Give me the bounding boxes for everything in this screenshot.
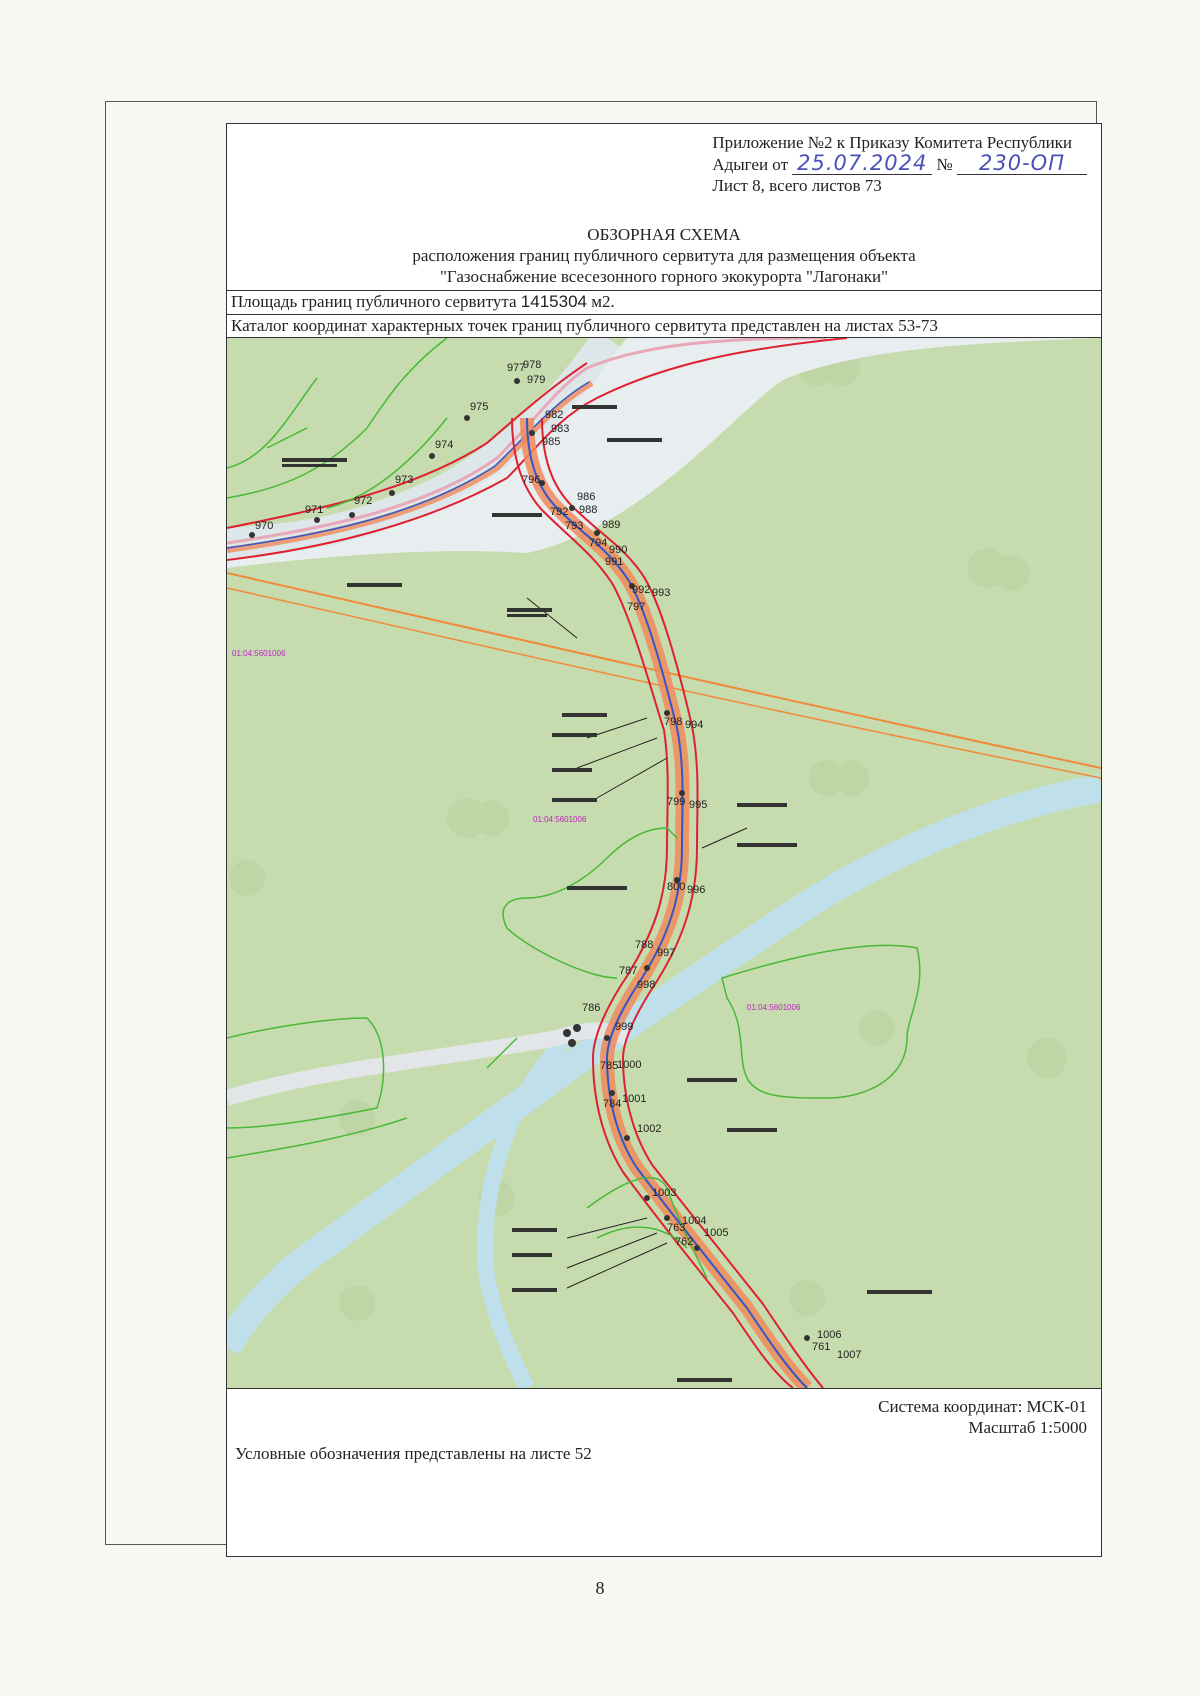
sheet-header bbox=[227, 124, 1101, 289]
point-label: 794 bbox=[589, 537, 608, 549]
point-label: 761 bbox=[812, 1341, 831, 1353]
point-label: 1004 bbox=[682, 1215, 707, 1227]
tree-icon bbox=[339, 1100, 375, 1136]
object-name: "Газоснабжение всесезонного горного экокурорта "Лагонаки" bbox=[439, 267, 889, 286]
boundary-point bbox=[464, 415, 470, 421]
point-label: 763 bbox=[667, 1222, 686, 1234]
point-label: 986 bbox=[577, 491, 596, 503]
boundary-point bbox=[529, 430, 535, 436]
boundary-point bbox=[804, 1335, 810, 1341]
point-label: 997 bbox=[657, 947, 676, 959]
point-label: 793 bbox=[565, 520, 584, 532]
page-number: 8 bbox=[595, 1578, 605, 1598]
point-label: 1007 bbox=[837, 1349, 862, 1361]
tree-icon bbox=[1027, 1038, 1067, 1078]
point-label: 991 bbox=[605, 556, 624, 568]
point-label: 994 bbox=[685, 719, 704, 731]
area-unit: м2. bbox=[591, 292, 615, 311]
tree-icon bbox=[339, 1285, 375, 1321]
tree-icon bbox=[994, 555, 1030, 591]
sheet-count: Лист 8, всего листов 73 bbox=[712, 176, 882, 195]
area-value: 1415304 bbox=[520, 292, 587, 311]
area-label: Площадь границ публичного сервитута bbox=[231, 292, 517, 311]
point-label: 788 bbox=[635, 939, 654, 951]
point-label: 970 bbox=[255, 520, 274, 532]
point-label: 995 bbox=[689, 799, 708, 811]
order-date-handwritten: 25.07.2024 bbox=[792, 153, 932, 175]
scheme-subtitle: расположения границ публичного сервитута для размещения объекта bbox=[412, 246, 916, 265]
map-scale: Масштаб 1:5000 bbox=[968, 1418, 1087, 1437]
point-label: 784 bbox=[603, 1098, 622, 1110]
boundary-point bbox=[644, 1195, 650, 1201]
point-label: 979 bbox=[527, 374, 546, 386]
boundary-point bbox=[314, 517, 320, 523]
coordinate-system: Система координат: МСК-01 bbox=[878, 1397, 1087, 1416]
boundary-point bbox=[429, 453, 435, 459]
zone-caption bbox=[607, 438, 662, 442]
boundary-point bbox=[624, 1135, 630, 1141]
tree-icon bbox=[474, 800, 510, 836]
point-label: 1001 bbox=[622, 1093, 647, 1105]
point-label: 1000 bbox=[617, 1059, 642, 1071]
point-label: 999 bbox=[615, 1021, 634, 1033]
zone-caption bbox=[867, 1290, 932, 1294]
tree-icon bbox=[834, 760, 870, 796]
zone-caption bbox=[737, 843, 797, 847]
tree-icon bbox=[229, 860, 265, 896]
point-label: 988 bbox=[579, 504, 598, 516]
point-label: 971 bbox=[305, 504, 324, 516]
boundary-point bbox=[389, 490, 395, 496]
point-label: 762 bbox=[675, 1236, 694, 1248]
point-label: 990 bbox=[609, 544, 628, 556]
boundary-point bbox=[644, 965, 650, 971]
point-label: 800 bbox=[667, 881, 686, 893]
point-label: 796 bbox=[522, 474, 541, 486]
zone-caption bbox=[572, 405, 617, 409]
map-sheet bbox=[226, 123, 1102, 1557]
point-label: 785 bbox=[600, 1060, 619, 1072]
point-label: 786 bbox=[582, 1002, 601, 1014]
order-number-handwritten: 230-ОП bbox=[957, 153, 1087, 175]
area-row bbox=[227, 290, 1101, 314]
zone-caption bbox=[512, 1253, 552, 1257]
tree-icon bbox=[789, 1280, 825, 1316]
zone-caption bbox=[677, 1378, 732, 1382]
zone-caption bbox=[562, 713, 607, 717]
zone-caption bbox=[552, 798, 597, 802]
boundary-point bbox=[249, 532, 255, 538]
boundary-point bbox=[563, 1029, 571, 1037]
point-label: 975 bbox=[470, 401, 489, 413]
scheme-title: ОБЗОРНАЯ СХЕМА bbox=[587, 225, 741, 244]
point-label: 799 bbox=[667, 796, 686, 808]
sheet-footer bbox=[227, 1388, 1101, 1556]
point-label: 977 bbox=[507, 362, 526, 374]
point-label: 982 bbox=[545, 409, 564, 421]
zone-caption bbox=[552, 768, 592, 772]
point-label: 787 bbox=[619, 965, 638, 977]
zone-caption bbox=[512, 1228, 557, 1232]
zone-caption bbox=[552, 733, 597, 737]
appendix-line1: Приложение №2 к Приказу Комитета Республики bbox=[712, 133, 1073, 152]
zone-caption bbox=[567, 886, 627, 890]
appendix-date-prefix: Адыгеи от bbox=[712, 155, 789, 174]
point-label: 973 bbox=[395, 474, 414, 486]
point-label: 1006 bbox=[817, 1329, 842, 1341]
legend-note: Условные обозначения представлены на листе 52 bbox=[235, 1444, 592, 1463]
point-label: 1005 bbox=[704, 1227, 729, 1239]
zone-caption bbox=[347, 583, 402, 587]
point-label: 974 bbox=[435, 439, 454, 451]
boundary-point bbox=[609, 1090, 615, 1096]
overview-map[interactable] bbox=[227, 338, 1101, 1389]
boundary-point bbox=[694, 1245, 700, 1251]
point-label: 983 bbox=[551, 423, 570, 435]
zone-caption bbox=[492, 513, 542, 517]
appendix-reference bbox=[712, 132, 1087, 196]
cadastral-label: 01:04:5601006 bbox=[232, 649, 286, 658]
zone-caption bbox=[507, 608, 552, 612]
boundary-point bbox=[569, 505, 575, 511]
point-label: 797 bbox=[627, 601, 646, 613]
boundary-point bbox=[604, 1035, 610, 1041]
map-canvas bbox=[227, 338, 1101, 1388]
zone-caption bbox=[282, 458, 347, 462]
point-label: 989 bbox=[602, 519, 621, 531]
boundary-point bbox=[573, 1024, 581, 1032]
zone-caption bbox=[737, 803, 787, 807]
boundary-point bbox=[568, 1039, 576, 1047]
coordinate-info bbox=[878, 1396, 1087, 1438]
number-sign: № bbox=[936, 155, 953, 174]
point-label: 998 bbox=[637, 979, 656, 991]
point-label: 1002 bbox=[637, 1123, 662, 1135]
zone-caption bbox=[282, 464, 337, 467]
point-label: 996 bbox=[687, 884, 706, 896]
cadastral-label: 01:04:5601006 bbox=[747, 1003, 801, 1012]
point-label: 792 bbox=[550, 506, 569, 518]
title-block bbox=[227, 224, 1101, 287]
point-label: 992 bbox=[632, 584, 651, 596]
tree-icon bbox=[859, 1010, 895, 1046]
point-label: 985 bbox=[542, 436, 561, 448]
boundary-point bbox=[514, 378, 520, 384]
appendix-line2 bbox=[712, 153, 1087, 175]
point-label: 972 bbox=[354, 495, 373, 507]
zone-caption bbox=[512, 1288, 557, 1292]
boundary-point bbox=[594, 530, 600, 536]
point-label: 993 bbox=[652, 587, 671, 599]
boundary-point bbox=[349, 512, 355, 518]
point-label: 978 bbox=[523, 359, 542, 371]
boundary-point bbox=[664, 1215, 670, 1221]
point-label: 1003 bbox=[652, 1187, 677, 1199]
zone-caption bbox=[687, 1078, 737, 1082]
point-label: 798 bbox=[664, 716, 683, 728]
zone-caption bbox=[727, 1128, 777, 1132]
cadastral-label: 01:04:5601006 bbox=[533, 815, 587, 824]
catalog-row: Каталог координат характерных точек границ публичного сервитута представлен на листах 53-73 bbox=[227, 314, 1101, 338]
zone-caption bbox=[507, 614, 547, 617]
